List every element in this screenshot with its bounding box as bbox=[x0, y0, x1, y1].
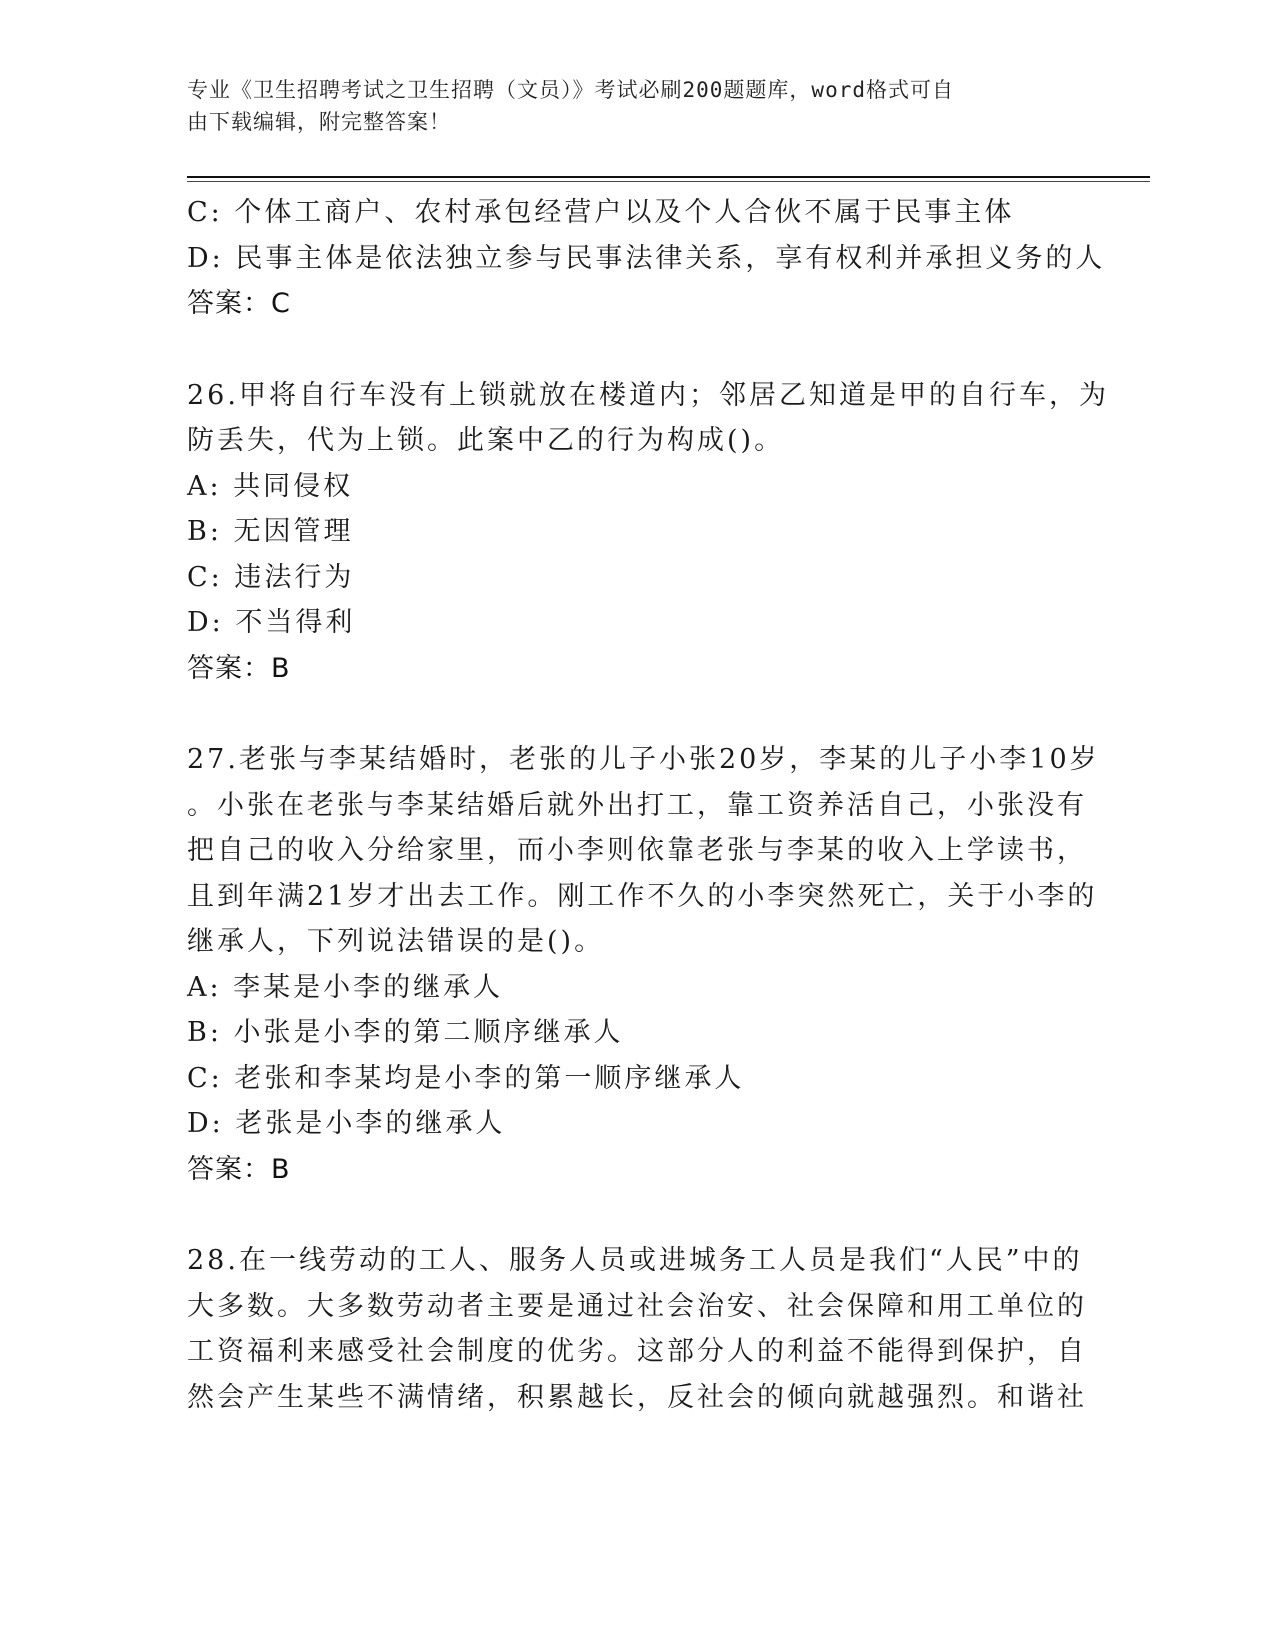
question-text: 。小张在老张与李某结婚后就外出打工，靠工资养活自己，小张没有 bbox=[187, 789, 1087, 821]
header-divider-thin bbox=[187, 181, 1150, 182]
page-header bbox=[187, 74, 1067, 138]
spacer bbox=[187, 1192, 1087, 1238]
header-title-line-2: 由下载编辑，附完整答案！ bbox=[187, 110, 451, 134]
option-a: A: 李某是小李的继承人 bbox=[187, 971, 504, 1003]
question-text: 27.老张与李某结婚时，老张的儿子小张20岁，李某的儿子小李10岁 bbox=[187, 744, 1100, 775]
header-title-line-1: 专业《卫生招聘考试之卫生招聘（文员）》考试必刷200题题库，word格式可自 bbox=[187, 78, 954, 102]
question-text: 防丢失，代为上锁。此案中乙的行为构成()。 bbox=[187, 425, 785, 456]
spacer bbox=[187, 327, 1087, 373]
question-block-26 bbox=[187, 373, 1109, 692]
option-b: B: 小张是小李的第二顺序继承人 bbox=[187, 1017, 624, 1048]
question-text: 然会产生某些不满情绪，积累越长，反社会的倾向就越强烈。和谐社 bbox=[187, 1381, 1087, 1413]
option-c: C: 违法行为 bbox=[187, 561, 355, 593]
spacer bbox=[187, 691, 1087, 737]
option-c: C: 个体工商户、农村承包经营户以及个人合伙不属于民事主体 bbox=[187, 197, 1015, 228]
question-text: 把自己的收入分给家里，而小李则依靠老张与李某的收入上学读书， bbox=[187, 835, 1087, 866]
option-d: D: 民事主体是依法独立参与民事法律关系，享有权利并承担义务的人 bbox=[187, 242, 1106, 274]
question-block-28 bbox=[187, 1238, 1087, 1420]
question-text: 28.在一线劳动的工人、服务人员或进城务工人员是我们“人民”中的 bbox=[187, 1245, 1083, 1276]
question-text: 继承人，下列说法错误的是()。 bbox=[187, 926, 605, 957]
answer-line: 答案：B bbox=[187, 652, 291, 684]
question-text: 工资福利来感受社会制度的优劣。这部分人的利益不能得到保护，自 bbox=[187, 1336, 1087, 1367]
question-block-25 bbox=[187, 190, 1106, 327]
answer-line: 答案：C bbox=[187, 288, 291, 319]
question-text: 且到年满21岁才出去工作。刚工作不久的小李突然死亡，关于小李的 bbox=[187, 880, 1098, 912]
question-list bbox=[187, 190, 1109, 1420]
question-text: 26.甲将自行车没有上锁就放在楼道内；邻居乙知道是甲的自行车，为 bbox=[187, 379, 1109, 411]
option-b: B: 无因管理 bbox=[187, 516, 354, 547]
question-text: 大多数。大多数劳动者主要是通过社会治安、社会保障和用工单位的 bbox=[187, 1290, 1087, 1322]
option-c: C: 老张和李某均是小李的第一顺序继承人 bbox=[187, 1062, 745, 1094]
option-d: D: 不当得利 bbox=[187, 607, 356, 638]
option-a: A: 共同侵权 bbox=[187, 470, 354, 502]
question-block-27 bbox=[187, 737, 1100, 1192]
answer-line: 答案：B bbox=[187, 1153, 291, 1185]
option-d: D: 老张是小李的继承人 bbox=[187, 1108, 506, 1139]
header-divider-thick bbox=[187, 176, 1150, 178]
